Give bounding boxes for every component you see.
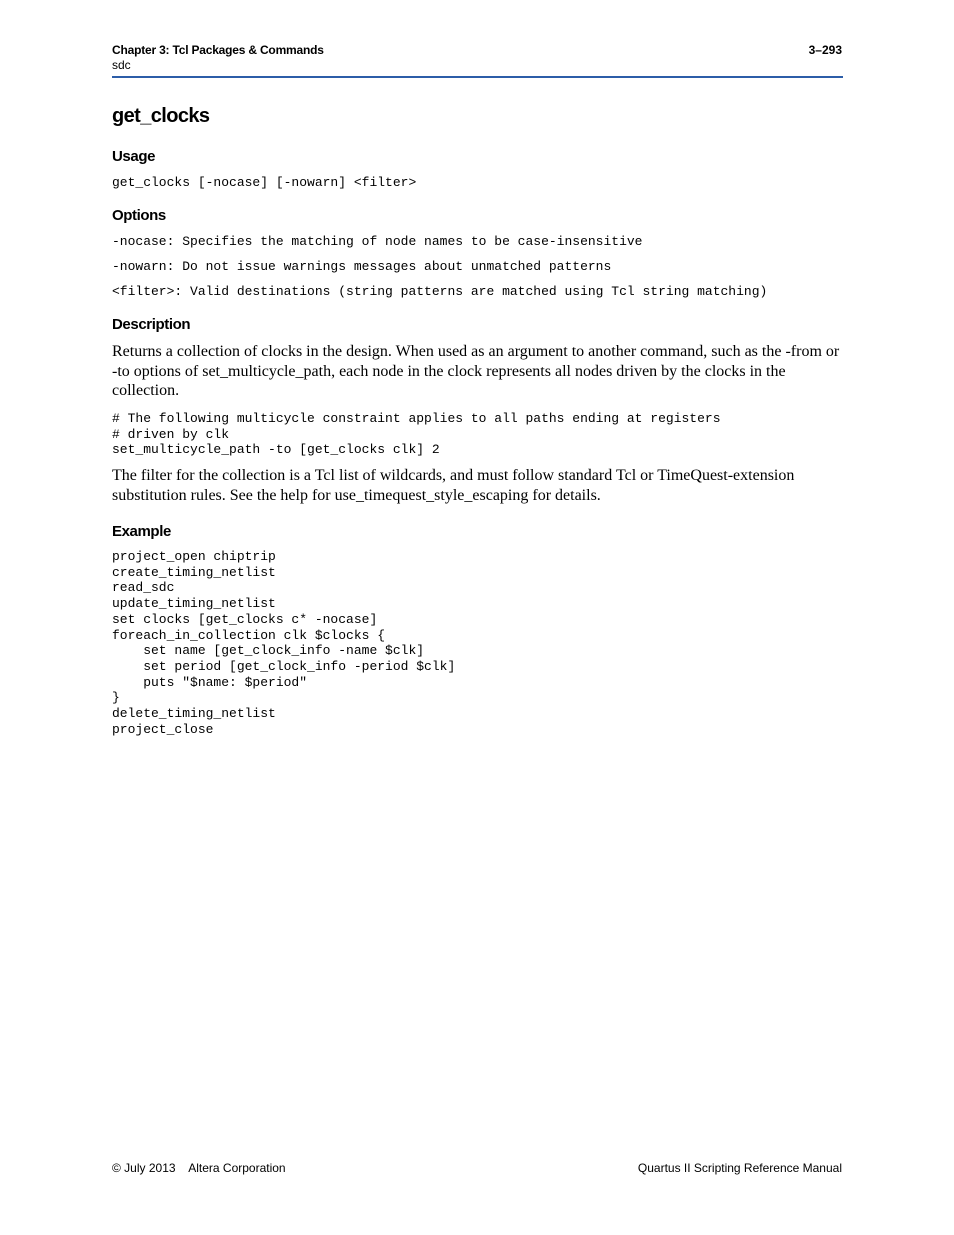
section-name: sdc [112, 58, 131, 72]
footer-manual-title: Quartus II Scripting Reference Manual [637, 1161, 842, 1175]
chapter-title: Chapter 3: Tcl Packages & Commands [112, 43, 324, 57]
example-heading: Example [112, 523, 171, 540]
option-nocase: -nocase: Specifies the matching of node names to be case-insensitive [112, 234, 643, 249]
running-header [112, 43, 324, 73]
options-heading: Options [112, 207, 166, 224]
description-paragraph: Returns a collection of clocks in the design. When used as an argument to another command, such as the -from or -to options of set_multicycle_path, each node in the clock represents all nodes driven by the clocks in the collection. [112, 343, 840, 399]
filter-paragraph: The filter for the collection is a Tcl list of wildcards, and must follow standard Tcl or TimeQuest-extension substitution rules. See the help for use_timequest_style_escaping for details. [112, 467, 795, 504]
header-rule [112, 76, 843, 78]
footer-copyright: © July 2013 Altera Corporation [112, 1161, 286, 1175]
usage-heading: Usage [112, 148, 156, 165]
option-nowarn: -nowarn: Do not issue warnings messages about unmatched patterns [112, 259, 612, 274]
option-filter: <filter>: Valid destinations (string patterns are matched using Tcl string matching) [112, 284, 768, 299]
example-code: project_open chiptrip create_timing_netlist read_sdc update_timing_netlist set clocks [get_clocks c* -nocase] foreach_in_collection clk $clocks { set name [get_clock_info -name $clk] set period [get_clock_info -period $clk] puts "$name: $period" } delete_timing_netlist project_close [112, 549, 456, 737]
page-title: get_clocks [112, 105, 210, 127]
description-code: # The following multicycle constraint applies to all paths ending at registers # driven by clk set_multicycle_path -to [get_clocks clk] 2 [112, 411, 721, 458]
page-number: 3–293 [808, 43, 842, 57]
usage-line: get_clocks [-nocase] [-nowarn] <filter> [112, 175, 417, 190]
description-heading: Description [112, 316, 191, 333]
